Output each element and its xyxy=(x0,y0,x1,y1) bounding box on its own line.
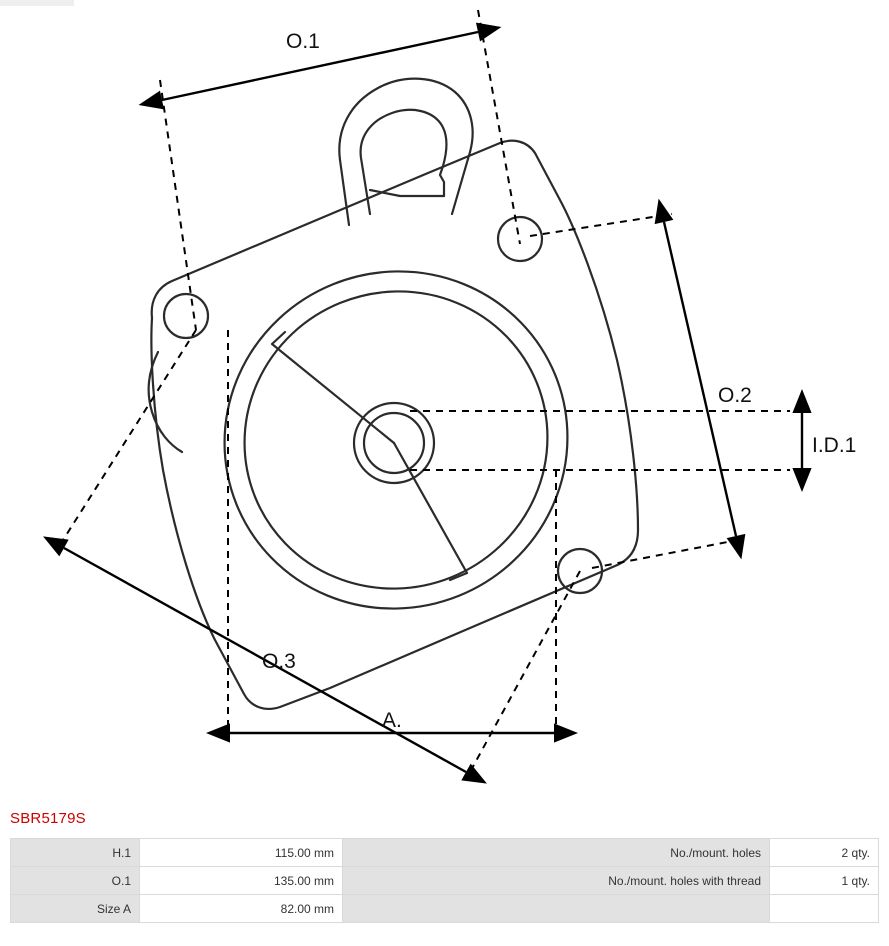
table-row xyxy=(11,867,879,895)
dim-arrow-o2 xyxy=(664,222,736,536)
table-row xyxy=(11,895,879,923)
dim-line-o3-upper-ext xyxy=(58,330,196,548)
dim-arrow-o1 xyxy=(162,32,478,100)
spec-label-size-a: Size A xyxy=(11,895,140,923)
dim-label-o2: O.2 xyxy=(718,384,752,407)
dim-line-o3-lower-ext xyxy=(470,571,580,772)
dim-label-o3: O.3 xyxy=(262,650,296,673)
table-row xyxy=(11,839,879,867)
dim-line-o1-right-ext xyxy=(478,10,520,244)
lifting-eye-bottom xyxy=(370,190,444,196)
spec-value-mount-holes: 2 qty. xyxy=(770,839,879,867)
spec-label-o1: O.1 xyxy=(11,867,140,895)
bore-inner-circle xyxy=(200,246,593,634)
spec-empty-value xyxy=(770,895,879,923)
spec-empty-label xyxy=(343,895,770,923)
spec-value-o1: 135.00 mm xyxy=(140,867,343,895)
dim-line-o2-top-ext xyxy=(530,214,672,236)
spec-value-size-a: 82.00 mm xyxy=(140,895,343,923)
rib-lower-right xyxy=(394,443,467,580)
dim-label-id1: I.D.1 xyxy=(812,434,857,457)
spec-label-mount-holes: No./mount. holes xyxy=(343,839,770,867)
lifting-eye-inner xyxy=(361,110,447,214)
dim-line-o1-left-ext xyxy=(160,80,196,330)
dim-line-o2-bottom-ext xyxy=(592,540,738,568)
rib-upper-left xyxy=(272,332,394,443)
mount-hole-left xyxy=(164,294,208,338)
spec-value-mount-holes-thread: 1 qty. xyxy=(770,867,879,895)
mount-hole-top-right xyxy=(498,217,542,261)
spec-label-h1: H.1 xyxy=(11,839,140,867)
specification-table xyxy=(10,838,879,923)
spec-value-h1: 115.00 mm xyxy=(140,839,343,867)
spec-label-mount-holes-thread: No./mount. holes with thread xyxy=(343,867,770,895)
dim-label-o1: O.1 xyxy=(286,30,320,53)
dim-label-a: A. xyxy=(382,709,402,732)
part-number: SBR5179S xyxy=(10,810,86,827)
